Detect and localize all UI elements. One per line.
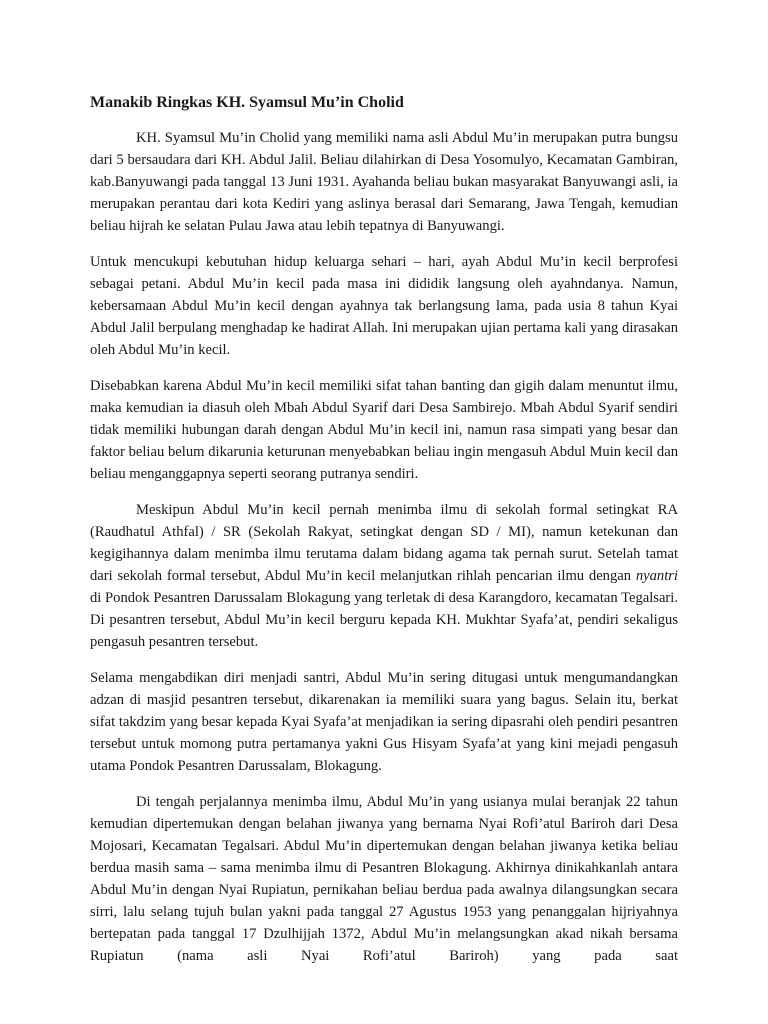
paragraph-5: Selama mengabdikan diri menjadi santri, Abdul Mu’in sering ditugasi untuk mengumandangkan adzan di masjid pesantren tersebut, dikarenakan ia memiliki suara yang bagus. Selain itu, berkat sifat takdzim yang besar kepada Kyai Syafa’at menjadikan ia sering dipasrahi oleh pendiri pesantren tersebut untuk momong putra pertamanya yakni Gus Hisyam Syafa’at yang kini mejadi pengasuh utama Pondok Pesantren Darussalam, Blokagung.	[90, 670, 678, 774]
document-title: Manakib Ringkas KH. Syamsul Mu’in Cholid	[90, 94, 404, 111]
paragraph-3: Disebabkan karena Abdul Mu’in kecil memiliki sifat tahan banting dan gigih dalam menuntut ilmu, maka kemudian ia diasuh oleh Mbah Abdul Syarif dari Desa Sambirejo. Mbah Abdul Syarif sendiri tidak memiliki hubungan darah dengan Abdul Mu’in kecil ini, namun rasa simpati yang besar dan faktor beliau belum dikarunia keturunan menyebabkan beliau ingin mengasuh Abdul Muin kecil dan beliau menganggapnya seperti seorang putranya sendiri.	[90, 378, 678, 482]
paragraph-4	[90, 499, 678, 653]
paragraph-4-italic-term: nyantri	[635, 568, 678, 584]
document-page	[90, 92, 678, 967]
paragraph-2: Untuk mencukupi kebutuhan hidup keluarga sehari – hari, ayah Abdul Mu’in kecil berprofesi sebagai petani. Abdul Mu’in kecil pada masa ini dididik langsung oleh ayahndanya. Namun, kebersamaan Abdul Mu’in kecil dengan ayahnya tak berlangsung lama, pada usia 8 tahun Kyai Abdul Jalil berpulang menghadap ke hadirat Allah. Ini merupakan ujian pertama kali yang dirasakan oleh Abdul Mu’in kecil.	[90, 254, 678, 358]
paragraph-4-text-after: di Pondok Pesantren Darussalam Blokagung yang terletak di desa Karangdoro, kecamatan Tegalsari. Di pesantren tersebut, Abdul Mu’in kecil berguru kepada KH. Mukhtar Syafa’at, pendiri sekaligus pengasuh pesantren tersebut.	[90, 590, 678, 650]
paragraph-1: KH. Syamsul Mu’in Cholid yang memiliki nama asli Abdul Mu’in merupakan putra bungsu dari 5 bersaudara dari KH. Abdul Jalil. Beliau dilahirkan di Desa Yosomulyo, Kecamatan Gambiran, kab.Banyuwangi pada tanggal 13 Juni 1931. Ayahanda beliau bukan masyarakat Banyuwangi asli, ia merupakan perantau dari kota Kediri yang aslinya berasal dari Semarang, Jawa Tengah, kemudian beliau hijrah ke selatan Pulau Jawa atau lebih tepatnya di Banyuwangi.	[90, 130, 678, 234]
paragraph-4-text-before: Meskipun Abdul Mu’in kecil pernah menimba ilmu di sekolah formal setingkat RA (Raudhatul Athfal) / SR (Sekolah Rakyat, setingkat dengan SD / MI), namun ketekunan dan kegigihannya dalam menimba ilmu terutama dalam bidang agama tak pernah surut. Setelah tamat dari sekolah formal tersebut, Abdul Mu’in kecil melanjutkan rihlah pencarian ilmu dengan	[90, 502, 678, 584]
paragraph-6: Di tengah perjalannya menimba ilmu, Abdul Mu’in yang usianya mulai beranjak 22 tahun kemudian dipertemukan dengan belahan jiwanya yang bernama Nyai Rofi’atul Bariroh dari Desa Mojosari, Kecamatan Tegalsari. Abdul Mu’in dipertemukan dengan belahan jiwanya ketika beliau berdua masih sama – sama menimba ilmu di Pesantren Blokagung. Akhirnya dinikahkanlah antara Abdul Mu’in dengan Nyai Rupiatun, pernikahan beliau berdua pada awalnya dilangsungkan secara sirri, lalu selang tujuh bulan yakni pada tanggal 27 Agustus 1953 yang penanggalan hijriyahnya bertepatan pada tanggal 17 Dzulhijjah 1372, Abdul Mu’in melangsungkan akad nikah bersama Rupiatun (nama asli Nyai Rofi’atul Bariroh) yang pada saat	[90, 794, 678, 964]
